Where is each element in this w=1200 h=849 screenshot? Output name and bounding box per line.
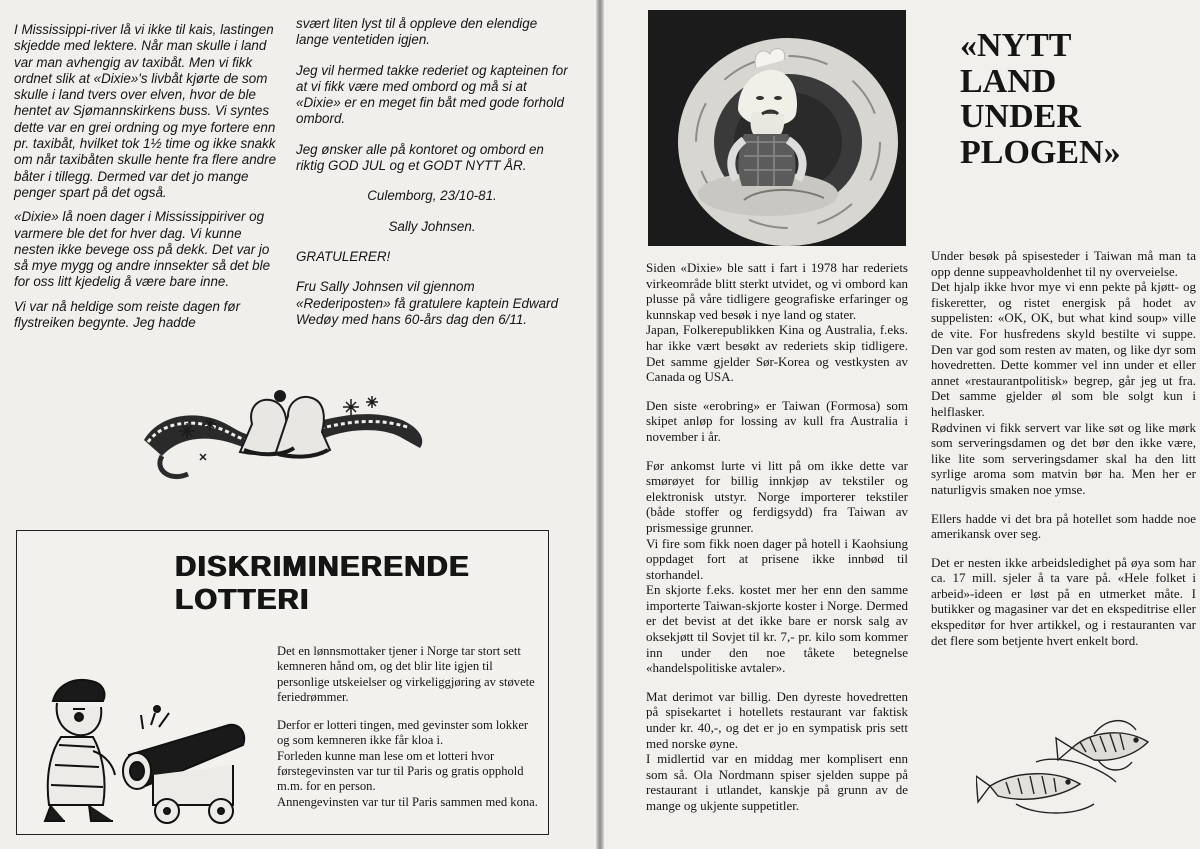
paragraph: Det er nesten ikke arbeidsledighet på øya som har ca. 17 mill. sjeler å ta vare på. «Hele folket i arbeid»-ideen er løst på en utmerket måte. I butikker og magasiner var det en ekspeditrise eller ekspeditør for hver artikkel, og i restauranten var det flere som betjente hvert enkelt bord. — [931, 554, 1196, 648]
paragraph: Siden «Dixie» ble satt i fart i 1978 har rederiets virkeområde blitt sterkt utvidet, og vi ombord kan plusse på våre tidligere geografiske erfaringer og kunnskap ved besøk i nye land og stater. — [646, 260, 908, 322]
lottery-title — [175, 551, 547, 617]
paragraph: En skjorte f.eks. kostet mer her enn den samme importerte Taiwan-skjorte koster i Norge. Dermed er det bevist at det ikke bare er norsk salg av oksekjøtt til Sovjet til kr. 7,- pr. kilo som kommer inn under den noe tåkete betegnelse «handelspolitiske avtaler». — [646, 582, 908, 676]
paragraph: I midlertid var en middag mer komplisert enn som så. Ola Nordmann spiser sjelden suppe på restaurant i utlandet, kanskje på grunn av de mange og ukjente suppetitler. — [646, 751, 908, 813]
paragraph: Ellers hadde vi det bra på hotellet som hadde noe amerikansk over seg. — [931, 510, 1196, 542]
paragraph: Japan, Folkerepublikken Kina og Australia, f.eks. har ikke vært besøkt av rederiets skip tidligere. Det samme gjelder Sør-Korea og vestkysten av Canada og USA. — [646, 322, 908, 385]
paragraph: Det en lønnsmottaker tjener i Norge tar stort sett kemneren hånd om, og det blir lite igjen til personlige utskeielser og virkeliggjøring av støvete feriedrømmer. — [277, 644, 535, 704]
paragraph: «Dixie» lå noen dager i Mississippiriver og varmere ble det for hver dag. Vi kunne nesten ikke bevege oss på dekk. Det var jo så mye mygg og andre innsekter så det ble for oss litt kjedelig å være bare inne. — [14, 209, 271, 290]
pirate-cannon-cartoon — [33, 655, 263, 827]
paragraph: Vi var nå heldige som reiste dagen før flystreiken begynte. Jeg hadde — [14, 298, 241, 331]
paragraph: Forleden kunne man lese om et lotteri hvor førstegevinsten var tur til Paris og gratis opphold m.m. for en person. — [277, 748, 524, 794]
lottery-article-box — [16, 530, 549, 835]
paragraph: Rødvinen vi fikk servert var like søt og like mørk som serveringsdamen og det bør den ikke være, like lite som serveringsdamer skal ha den litt syrlige aroma som matvin bør ha. Men her er naturligvis smaken noe ymse. — [931, 419, 1196, 497]
paragraph: I Mississippi-river lå vi ikke til kais, lastingen skjedde med lektere. Når man skulle i land var man avhengig av taxibåt. Men vi fikk ordnet slik at «Dixie»'s livbåt kjørte de som skulle i land tvers over elven, hvor de ble hentet av Sjømannskirkens buss. Vi syntes dette var en grei ordning og mye fortere enn pr. taxibåt, hvilket tok 1½ time og ikke snakk om når taxibåten skulle hente fra flere andre båter i tillegg. Dermed var det jo mange penger spart på det også. — [14, 22, 277, 200]
paragraph: Fru Sally Johnsen vil gjennom «Rederiposten» få gratulere kaptein Edward Wedøy med hans 60-års dag den 6/11. — [296, 279, 559, 327]
paragraph: svært liten lyst til å oppleve den elendige lange ventetiden igjen. — [296, 16, 538, 48]
book-gutter — [596, 0, 604, 849]
paragraph: Det hjalp ikke hvor mye vi enn pekte på kjøtt- og fiskeretter, og ristet energisk på hodet av suppelisten: «OK, OK, but what kind soup» ville de vite. For husfredens skyld bestilte vi suppe. Den var god som resten av maten, og like dyr som hovedretten. Dette kommer vel inn under et eller annet «restaurantpolitisk» begrep, går jeg ut fra. Det samme gjelder øl som ble solgt kun i helflasker. — [931, 279, 1196, 419]
left-text-column-1 — [14, 22, 276, 339]
lottery-title-line-2: LOTTERI — [175, 584, 310, 616]
right-page — [604, 0, 1200, 849]
right-text-column-2 — [931, 248, 1196, 661]
paragraph: Mat derimot var billig. Den dyreste hovedretten på spisekartet i hotellets restaurant var faktisk under kr. 40,-, og det er jo en sympatisk pris sett med norske øyne. — [646, 688, 908, 751]
right-text-column-1 — [646, 260, 908, 814]
photo-image — [648, 10, 906, 246]
christmas-bells-illustration — [140, 378, 432, 488]
signature: Sally Johnsen. — [388, 218, 476, 234]
lottery-title-line-1: DISKRIMINERENDE — [175, 551, 470, 583]
paragraph: Jeg ønsker alle på kontoret og ombord en riktig GOD JUL og et GODT NYTT ÅR. — [296, 141, 544, 174]
paragraph: Under besøk på spisesteder i Taiwan må man ta opp denne suppeavholdenhet til ny overveielse. — [931, 248, 1196, 279]
paragraph: Annengevinsten var tur til Paris sammen med kona. — [277, 794, 538, 809]
paragraph: Den siste «erobring» er Taiwan (Formosa) som skipet anløp for lossing av kull fra Australia i november i år. — [646, 397, 908, 444]
left-page — [0, 0, 596, 849]
lottery-text — [277, 644, 539, 810]
child-lifebuoy-photo — [648, 10, 906, 246]
left-text-column-2 — [296, 16, 568, 342]
paragraph: Vi fire som fikk noen dager på hotell i Kaohsiung oppdaget fort at prisene ikke innbød til storhandel. — [646, 535, 908, 582]
place-date: Culemborg, 23/10-81. — [367, 188, 497, 204]
paragraph: Derfor er lotteri tingen, med gevinster som lokker og som kemneren ikke får kloa i. — [277, 718, 529, 748]
paragraph: Før ankomst lurte vi litt på om ikke dette var smørøyet for billig innkjøp av tekstiler og elektronisk utstyr. Norge importerer tekstiler (både stoffer og ferdigsydd) fra Taiwan av prismessige grunner. — [646, 457, 908, 535]
congrats-heading: GRATULERER! — [296, 248, 391, 264]
fish-illustration — [976, 712, 1156, 822]
paragraph: Jeg vil hermed takke rederiet og kapteinen for at vi fikk være med ombord og må si at «Dixie» er en meget fin båt med gode forhold ombord. — [296, 62, 568, 127]
article-title: «NYTT LAND UNDER PLOGEN» — [960, 27, 1121, 171]
